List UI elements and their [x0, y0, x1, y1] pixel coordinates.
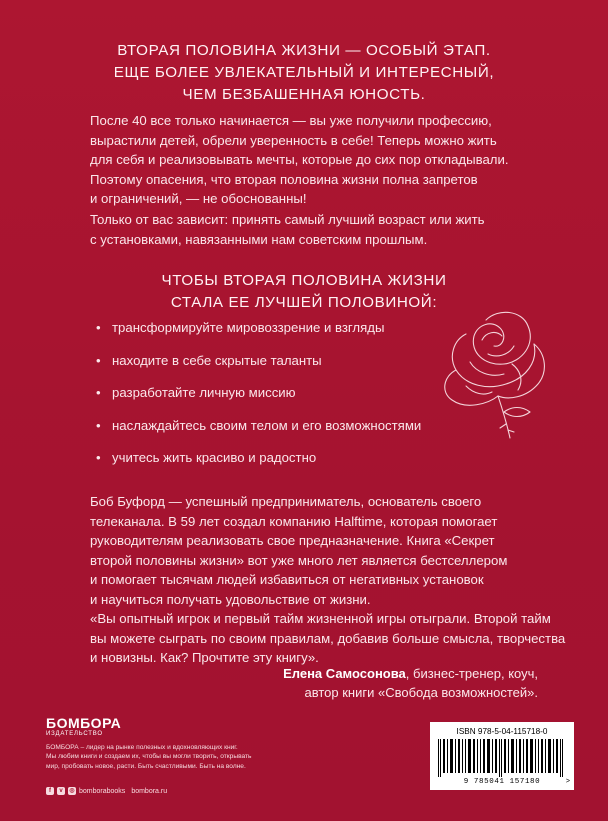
quote-line: и новизны. Как? Прочтите эту книгу». [90, 650, 319, 665]
intro-line: После 40 все только начинается — вы уже получили профессию, [90, 113, 492, 128]
author-bio [90, 492, 550, 609]
instagram-icon[interactable]: ◎ [69, 788, 75, 794]
bio-line: второй половины жизни» вот уже много лет является бестселлером [90, 552, 508, 568]
blurb-line: мир, пробовать новое, расти. Быть счастливыми. Быть на волне. [46, 762, 246, 770]
attribution-name: Елена Самосонова [283, 666, 406, 681]
intro-line: Поэтому опасения, что вторая половина жизни полна запретов [90, 171, 478, 187]
barcode-digits: 9 785041 157180 [463, 778, 541, 786]
list-item: • наслаждайтесь своим телом и его возможностями [96, 417, 422, 433]
barcode-icon [438, 739, 566, 777]
intro-line: с установками, навязанными нам советским прошлым. [90, 231, 428, 247]
bio-line: и научиться получать удовольствие от жизни. [90, 591, 371, 607]
heading-line-3: ЧЕМ БЕЗБАШЕННАЯ ЮНОСТЬ. [182, 86, 426, 103]
facebook-icon[interactable]: f [46, 787, 54, 795]
attribution-role: , бизнес-тренер, коуч, [405, 666, 538, 681]
bio-line: телеканала. В 59 лет создал компанию Halftime, которая помогает [90, 513, 498, 529]
barcode-mark: > [565, 778, 570, 785]
list-item: • трансформируйте мировоззрение и взгляды [96, 320, 385, 335]
bio-line: и помогает тысячам людей избавиться от негативных установок [90, 572, 484, 587]
intro-line: Только от вас зависит: принять самый лучший возраст или жить [90, 212, 485, 227]
main-heading [40, 40, 568, 106]
heading-line-1: ВТОРАЯ ПОЛОВИНА ЖИЗНИ — ОСОБЫЙ ЭТАП. [117, 42, 491, 59]
attribution-line-1 [283, 664, 538, 683]
list-item: • находите в себе скрытые таланты [96, 352, 322, 368]
social-handle[interactable]: bomborabooks [79, 787, 126, 795]
vk-icon[interactable]: v [57, 787, 65, 795]
intro-line: и ограничений, — не обоснованны! [90, 191, 307, 206]
intro-line: для себя и реализовывать мечты, которые до сих пор откладывали. [90, 152, 509, 167]
intro-paragraph-2 [90, 210, 560, 249]
blurb-line: Мы любим книги и создаем их, чтобы вы могли творить, открывать [46, 753, 252, 761]
tips-list [96, 320, 421, 483]
publisher-socials [46, 787, 167, 795]
isbn-label: ISBN 978-5-04-115718-0 [456, 727, 548, 736]
blurb-line: БОМБОРА – лидер на рынке полезных и вдохновляющих книг. [46, 744, 238, 751]
barcode-block [430, 722, 574, 790]
rose-illustration-icon [426, 300, 566, 440]
heading-line-2: ЕЩЕ БОЛЕЕ УВЛЕКАТЕЛЬНЫЙ И ИНТЕРЕСНЫЙ, [113, 64, 495, 81]
publisher-blurb [46, 743, 296, 771]
publisher-site-link[interactable]: bombora.ru [131, 787, 168, 795]
bio-line: Боб Буфорд — успешный предприниматель, основатель своего [90, 494, 482, 509]
quote-line: «Вы опытный игрок и первый тайм жизненной игры отыграли. Второй тайм [90, 611, 551, 626]
quote-line: вы можете сыграть по своим правилам, добавив больше смысла, творчества [90, 630, 566, 646]
subheading-line-1: ЧТОБЫ ВТОРАЯ ПОЛОВИНА ЖИЗНИ [161, 272, 447, 289]
attribution-book: автор книги «Свобода возможностей». [304, 685, 538, 700]
testimonial-quote [90, 609, 568, 668]
bio-line: руководителям реализовать свое предназначение. Книга «Секрет [90, 533, 495, 548]
intro-paragraph-1 [90, 111, 560, 209]
list-item: • учитесь жить красиво и радостно [96, 450, 317, 465]
intro-line: вырастили детей, обрели уверенность в себе! Теперь можно жить [90, 132, 497, 148]
publisher-logo: БОМБОРА [46, 715, 122, 731]
publisher-logo-sub: ИЗДАТЕЛЬСТВО [46, 731, 103, 737]
quote-attribution [283, 664, 538, 702]
subheading-line-2: СТАЛА ЕЕ ЛУЧШЕЙ ПОЛОВИНОЙ: [170, 294, 438, 311]
list-item: • разработайте личную миссию [96, 385, 296, 400]
